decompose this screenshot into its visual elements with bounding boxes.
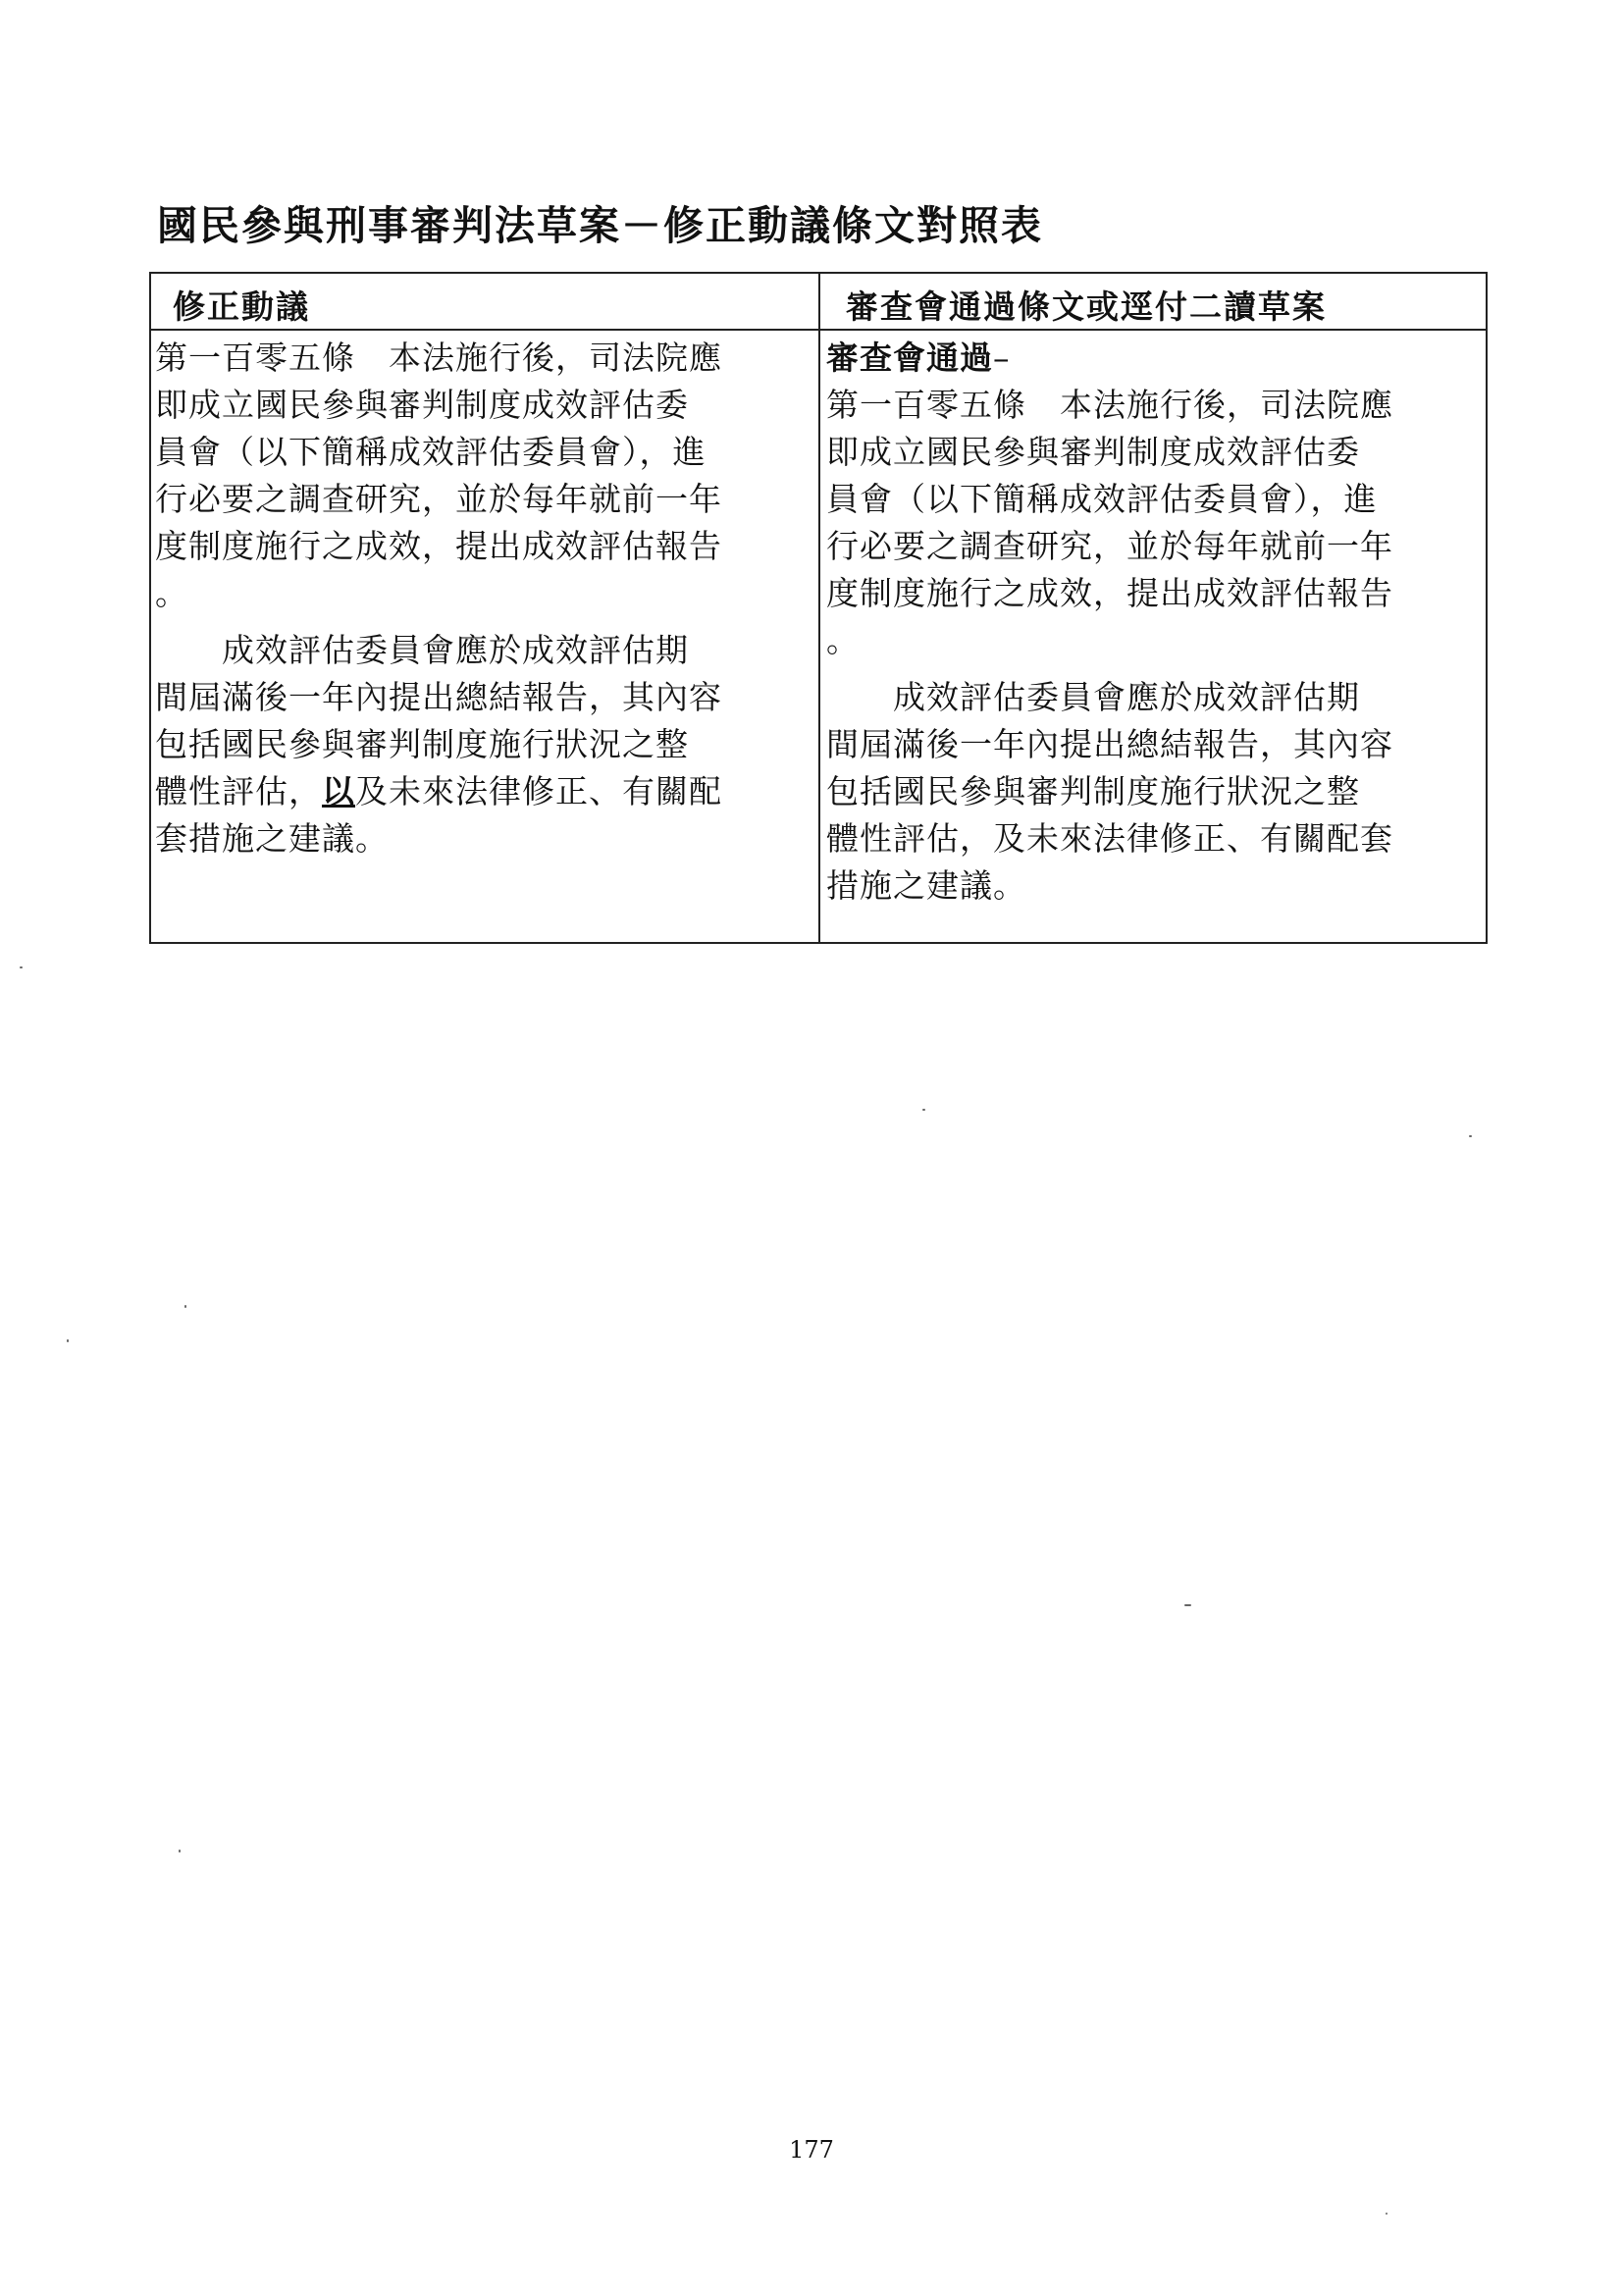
scan-speck xyxy=(922,1109,925,1111)
amendment-line: 員會（以下簡稱成效評估委員會），進 xyxy=(155,433,707,471)
committee-line: 員會（以下簡稱成效評估委員會），進 xyxy=(826,480,1378,518)
amendment-line: 成效評估委員會應於成效評估期 xyxy=(155,631,689,669)
amendment-text: 體性評估， xyxy=(155,772,322,810)
committee-heading-text: 審查會通過 xyxy=(826,339,993,377)
amendment-line: 即成立國民參與審判制度成效評估委 xyxy=(155,386,689,424)
scan-speck xyxy=(179,1850,181,1852)
committee-line: 間屆滿後一年內提出總結報告，其內容 xyxy=(826,725,1393,763)
amendment-line: 度制度施行之成效，提出成效評估報告 xyxy=(155,527,722,565)
header-amendment-motion: 修正動議 xyxy=(173,287,310,326)
committee-line: 度制度施行之成效，提出成效評估報告 xyxy=(826,574,1393,612)
amendment-text: 及未來法律修正、有關配 xyxy=(355,772,722,810)
scan-speck xyxy=(1386,2213,1387,2215)
amendment-line: 包括國民參與審判制度施行狀況之整 xyxy=(155,725,689,763)
committee-line: 。 xyxy=(826,621,860,659)
committee-line: 措施之建議。 xyxy=(826,866,1026,905)
committee-line: 第一百零五條 本法施行後，司法院應 xyxy=(826,386,1393,424)
committee-heading-dash: – xyxy=(993,339,1011,377)
committee-version-cell xyxy=(826,335,1474,910)
amendment-line: 第一百零五條 本法施行後，司法院應 xyxy=(155,339,722,377)
committee-line: 包括國民參與審判制度施行狀況之整 xyxy=(826,772,1360,810)
amendment-line: 間屆滿後一年內提出總結報告，其內容 xyxy=(155,678,722,716)
amendment-line: 。 xyxy=(155,574,188,612)
scan-speck xyxy=(20,966,23,968)
amendment-emphasis: 以 xyxy=(322,772,355,810)
committee-line: 行必要之調查研究，並於每年就前一年 xyxy=(826,527,1393,565)
scan-speck xyxy=(67,1339,69,1342)
committee-heading xyxy=(826,335,1474,382)
committee-line: 成效評估委員會應於成效評估期 xyxy=(826,678,1360,716)
header-divider xyxy=(151,329,1486,331)
scan-speck xyxy=(1469,1135,1472,1137)
header-committee-version: 審查會通過條文或逕付二讀草案 xyxy=(846,287,1327,326)
scan-speck xyxy=(184,1305,186,1308)
committee-line: 即成立國民參與審判制度成效評估委 xyxy=(826,433,1360,471)
amendment-motion-cell xyxy=(155,335,803,862)
committee-line: 體性評估，及未來法律修正、有關配套 xyxy=(826,819,1393,858)
column-divider xyxy=(818,274,820,942)
scan-speck xyxy=(1184,1604,1191,1606)
page-title: 國民參與刑事審判法草案－修正動議條文對照表 xyxy=(157,202,1043,249)
comparison-table xyxy=(149,272,1488,944)
page-number: 177 xyxy=(789,2136,834,2164)
amendment-line: 套措施之建議。 xyxy=(155,819,389,858)
amendment-line: 行必要之調查研究，並於每年就前一年 xyxy=(155,480,722,518)
amendment-line xyxy=(155,768,803,815)
